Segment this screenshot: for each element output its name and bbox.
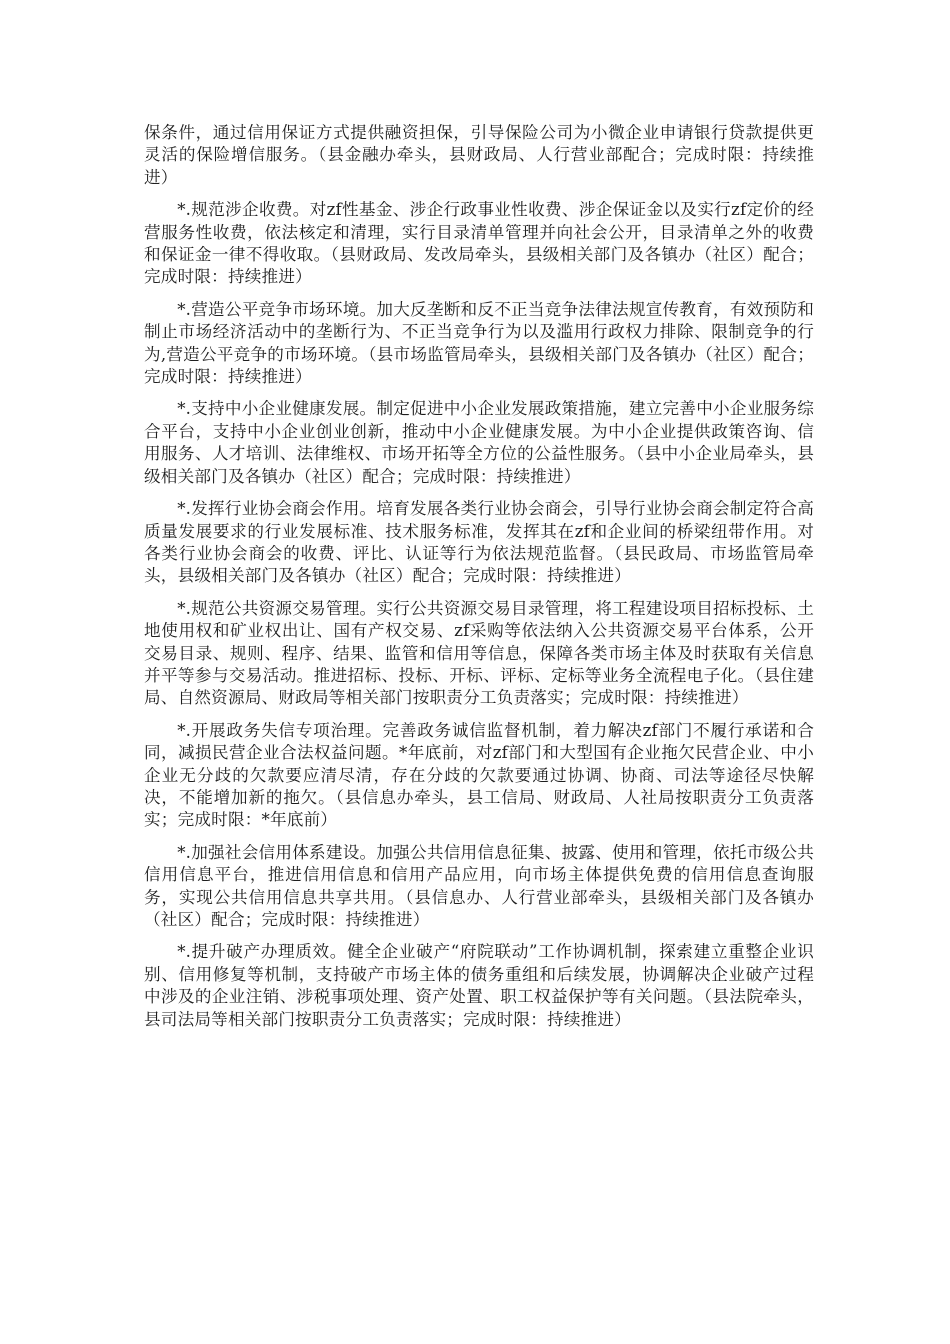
- document-body: [144, 122, 814, 1041]
- paragraph-bankruptcy-handling: *.提升破产办理质效。健全企业破产“府院联动”工作协调机制，探索建立重整企业识别、信用修复等机制，支持破产市场主体的债务重组和后续发展，协调解决企业破产过程中涉及的企业注销、涉税事项处理、资产处置、职工权益保护等有关问题。（县法院牵头，县司法局等相关部门按职责分工负责落实；完成时限：持续推进）: [144, 942, 814, 1029]
- paragraph-continuation: 保条件，通过信用保证方式提供融资担保，引导保险公司为小微企业申请银行贷款提供更灵活的保险增信服务。（县金融办牵头，县财政局、人行营业部配合；完成时限：持续推进）: [144, 123, 814, 187]
- paragraph-fair-competition: *.营造公平竞争市场环境。加大反垄断和反不正当竞争法律法规宣传教育，有效预防和制止市场经济活动中的垄断行为、不正当竞争行为以及滥用行政权力排除、限制竞争的行为,营造公平竞争的市场环境。（县市场监管局牵头，县级相关部门及各镇办（社区）配合；完成时限：持续推进）: [144, 299, 814, 387]
- paragraph-sme-development: *.支持中小企业健康发展。制定促进中小企业发展政策措施，建立完善中小企业服务综合平台，支持中小企业创业创新，推动中小企业健康发展。为中小企业提供政策咨询、信用服务、人才培训、法律维权、市场开拓等全方位的公益性服务。（县中小企业局牵头，县级相关部门及各镇办（社区）配合；完成时限：持续推进）: [144, 399, 814, 486]
- paragraph-social-credit-system: *.加强社会信用体系建设。加强公共信用信息征集、披露、使用和管理，依托市级公共信用信息平台，推进信用信息和信用产品应用，向市场主体提供免费的信用信息查询服务，实现公共信用信息共享共用。（县信息办、人行营业部牵头，县级相关部门及各镇办（社区）配合；完成时限：持续推进）: [144, 842, 814, 929]
- paragraph-regulate-enterprise-fees: *.规范涉企收费。对zf性基金、涉企行政事业性收费、涉企保证金以及实行zf定价的经营服务性收费，依法核定和清理，实行目录清单管理并向社会公开，目录清单之外的收费和保证金一律不得收取。（县财政局、发改局牵头，县级相关部门及各镇办（社区）配合；完成时限：持续推进）: [144, 200, 814, 287]
- paragraph-public-resource-trading: *.规范公共资源交易管理。实行公共资源交易目录管理，将工程建设项目招标投标、土地使用权和矿业权出让、国有产权交易、zf采购等依法纳入公共资源交易平台体系，公开交易目录、规则、程序、结果、监管和信用等信息，保障各类市场主体及时获取有关信息并平等参与交易活动。推进招标、投标、开标、评标、定标等业务全流程电子化。（县住建局、自然资源局、财政局等相关部门按职责分工负责落实；完成时限：持续推进）: [144, 598, 814, 708]
- paragraph-industry-associations: *.发挥行业协会商会作用。培育发展各类行业协会商会，引导行业协会商会制定符合高质量发展要求的行业发展标准、技术服务标准，发挥其在zf和企业间的桥梁纽带作用。对各类行业协会商会的收费、评比、认证等行为依法规范监督。（县民政局、市场监管局牵头，县级相关部门及各镇办（社区）配合；完成时限：持续推进）: [144, 499, 814, 586]
- paragraph-government-credit: *.开展政务失信专项治理。完善政务诚信监督机制，着力解决zf部门不履行承诺和合同，减损民营企业合法权益问题。*年底前，对zf部门和大型国有企业拖欠民营企业、中小企业无分歧的欠款要应清尽清，存在分歧的欠款要通过协调、协商、司法等途径尽快解决，不能增加新的拖欠。（县信息办牵头，县工信局、财政局、人社局按职责分工负责落实；完成时限：*年底前）: [144, 720, 814, 830]
